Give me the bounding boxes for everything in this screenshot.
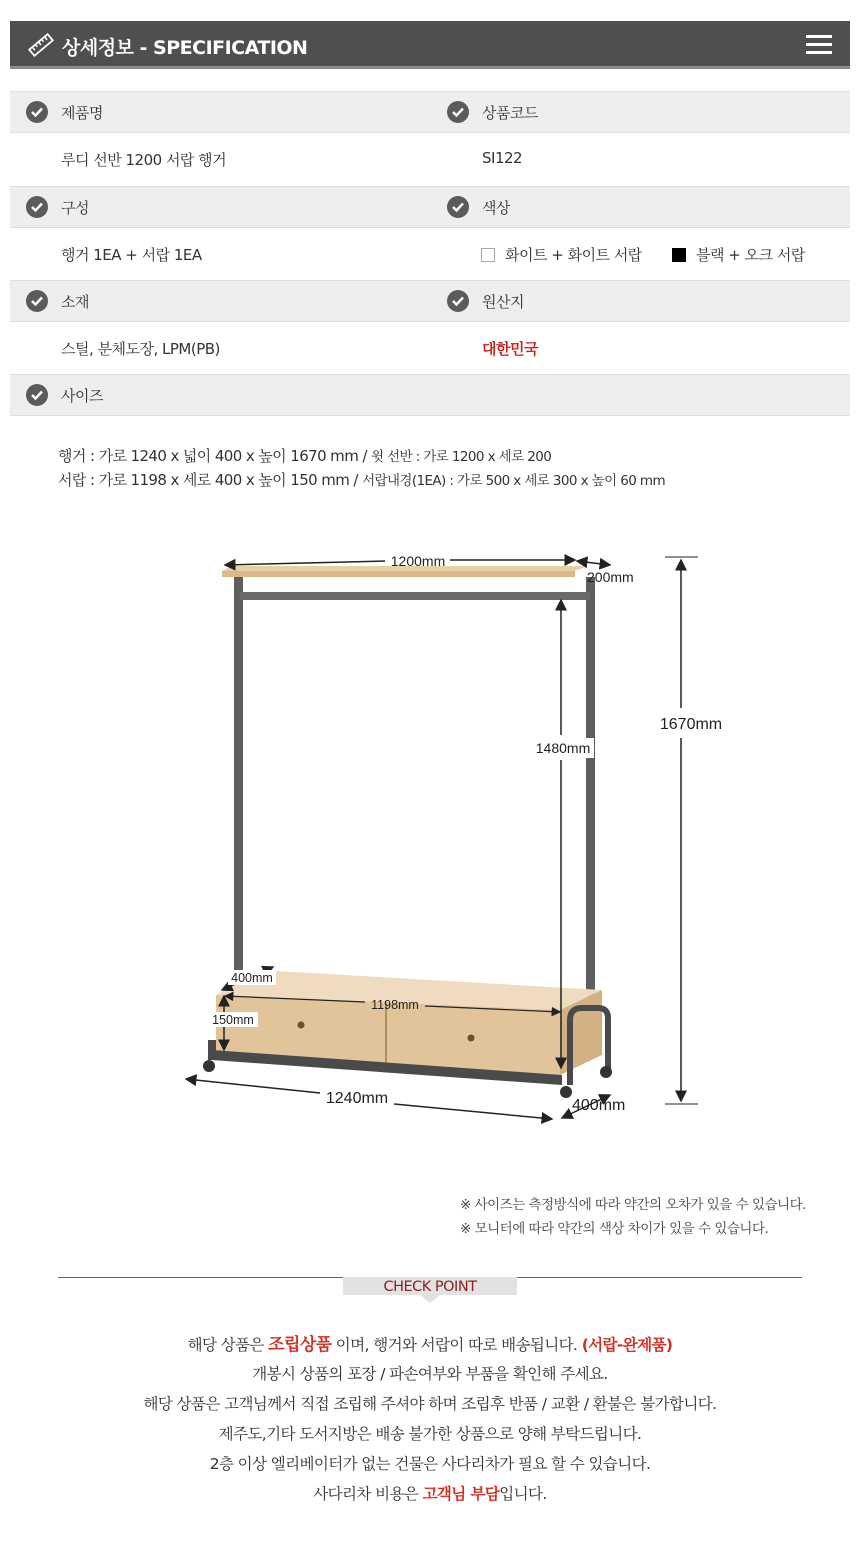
dim-total-height: 1670mm — [659, 716, 723, 733]
check-circle-icon — [447, 196, 469, 218]
product-name-value: 루디 선반 1200 서랍 행거 — [61, 151, 227, 169]
check-circle-icon — [26, 101, 48, 123]
dim-drawer-width: 1198mm — [371, 998, 419, 1012]
dim-total-depth: 400mm — [572, 1097, 626, 1114]
drawer-knob-left — [298, 1022, 305, 1029]
color-option-white: 화이트 + 화이트 서랍 — [481, 244, 642, 265]
material-value: 스틸, 분체도장, LPM(PB) — [61, 340, 220, 358]
dim-shelf-width: 1200mm — [390, 553, 446, 569]
origin-value: 대한민국 — [482, 340, 538, 358]
right-post — [586, 577, 595, 997]
product-code-value: SI122 — [482, 149, 523, 167]
check-circle-icon — [26, 290, 48, 312]
black-swatch — [672, 248, 686, 262]
spec-label-size: 사이즈 — [26, 375, 103, 415]
left-post — [234, 577, 243, 992]
checkpoint-line-2: 개봉시 상품의 포장 / 파손여부와 부품을 확인해 주세요. — [252, 1365, 608, 1383]
dim-total-width: 1240mm — [325, 1090, 389, 1107]
color-option-black: 블랙 + 오크 서랍 — [672, 244, 805, 265]
caster-back-right — [600, 1066, 612, 1078]
spec-band-composition-color — [10, 186, 850, 228]
checkpoint-tab — [343, 1277, 517, 1301]
hanging-rail — [240, 592, 590, 600]
check-circle-icon — [447, 101, 469, 123]
checkpoint-title: CHECK POINT — [383, 1279, 477, 1295]
checkpoint-line-1: 해당 상품은 조립상품 이며, 행거와 서랍이 따로 배송됩니다. (서랍-완제품) — [187, 1335, 673, 1355]
product-dimension-diagram — [0, 540, 860, 1140]
spec-label-product-name: 제품명 — [26, 92, 103, 132]
caster-front-left — [203, 1060, 215, 1072]
dim-drawer-depth: 400mm — [231, 971, 273, 985]
check-circle-icon — [26, 384, 48, 406]
page-title: 상세정보 - SPECIFICATION — [62, 37, 308, 59]
drawer-knob-right — [468, 1035, 475, 1042]
dim-shelf-depth: 200mm — [587, 569, 634, 585]
spec-label-composition: 구성 — [26, 187, 89, 227]
caster-front-right — [560, 1086, 572, 1098]
note-monitor-color: ※ 모니터에 따라 약간의 색상 차이가 있을 수 있습니다. — [460, 1221, 769, 1237]
note-size-tolerance: ※ 사이즈는 측정방식에 따라 약간의 오차가 있을 수 있습니다. — [460, 1197, 806, 1213]
composition-value: 행거 1EA + 서랍 1EA — [61, 246, 202, 264]
check-circle-icon — [26, 196, 48, 218]
top-shelf-front — [222, 571, 575, 577]
spec-band-size — [10, 374, 850, 416]
spec-band-material-origin — [10, 280, 850, 322]
spec-label-product-code: 상품코드 — [447, 92, 538, 132]
spec-label-color: 색상 — [447, 187, 510, 227]
size-line-drawer: 서랍 : 가로 1198 x 세로 400 x 높이 150 mm / 서랍내경(1EA) : 가로 500 x 세로 300 x 높이 60 mm — [58, 471, 666, 489]
dim-drawer-height: 150mm — [212, 1013, 254, 1027]
white-swatch — [481, 248, 495, 262]
checkpoint-line-4: 제주도,기타 도서지방은 배송 불가한 상품으로 양해 부탁드립니다. — [218, 1425, 642, 1443]
size-line-hanger: 행거 : 가로 1240 x 넓이 400 x 높이 1670 mm / 윗 선반 : 가로 1200 x 세로 200 — [58, 447, 552, 465]
spec-band-name-code — [10, 91, 850, 133]
dim-rail-height: 1480mm — [535, 740, 591, 756]
checkpoint-line-3: 해당 상품은 고객님께서 직접 조립해 주셔야 하며 조립후 반품 / 교환 / 환불은 불가합니다. — [143, 1395, 717, 1413]
ruler-icon — [28, 33, 54, 61]
checkpoint-line-5: 2층 이상 엘리베이터가 없는 건물은 사다리차가 필요 할 수 있습니다. — [209, 1455, 651, 1473]
checkpoint-line-6: 사다리차 비용은 고객님 부담입니다. — [313, 1485, 547, 1503]
spec-label-material: 소재 — [26, 281, 89, 321]
hamburger-menu-icon[interactable] — [806, 35, 832, 55]
spec-label-origin: 원산지 — [447, 281, 524, 321]
check-circle-icon — [447, 290, 469, 312]
spec-header — [10, 21, 850, 69]
